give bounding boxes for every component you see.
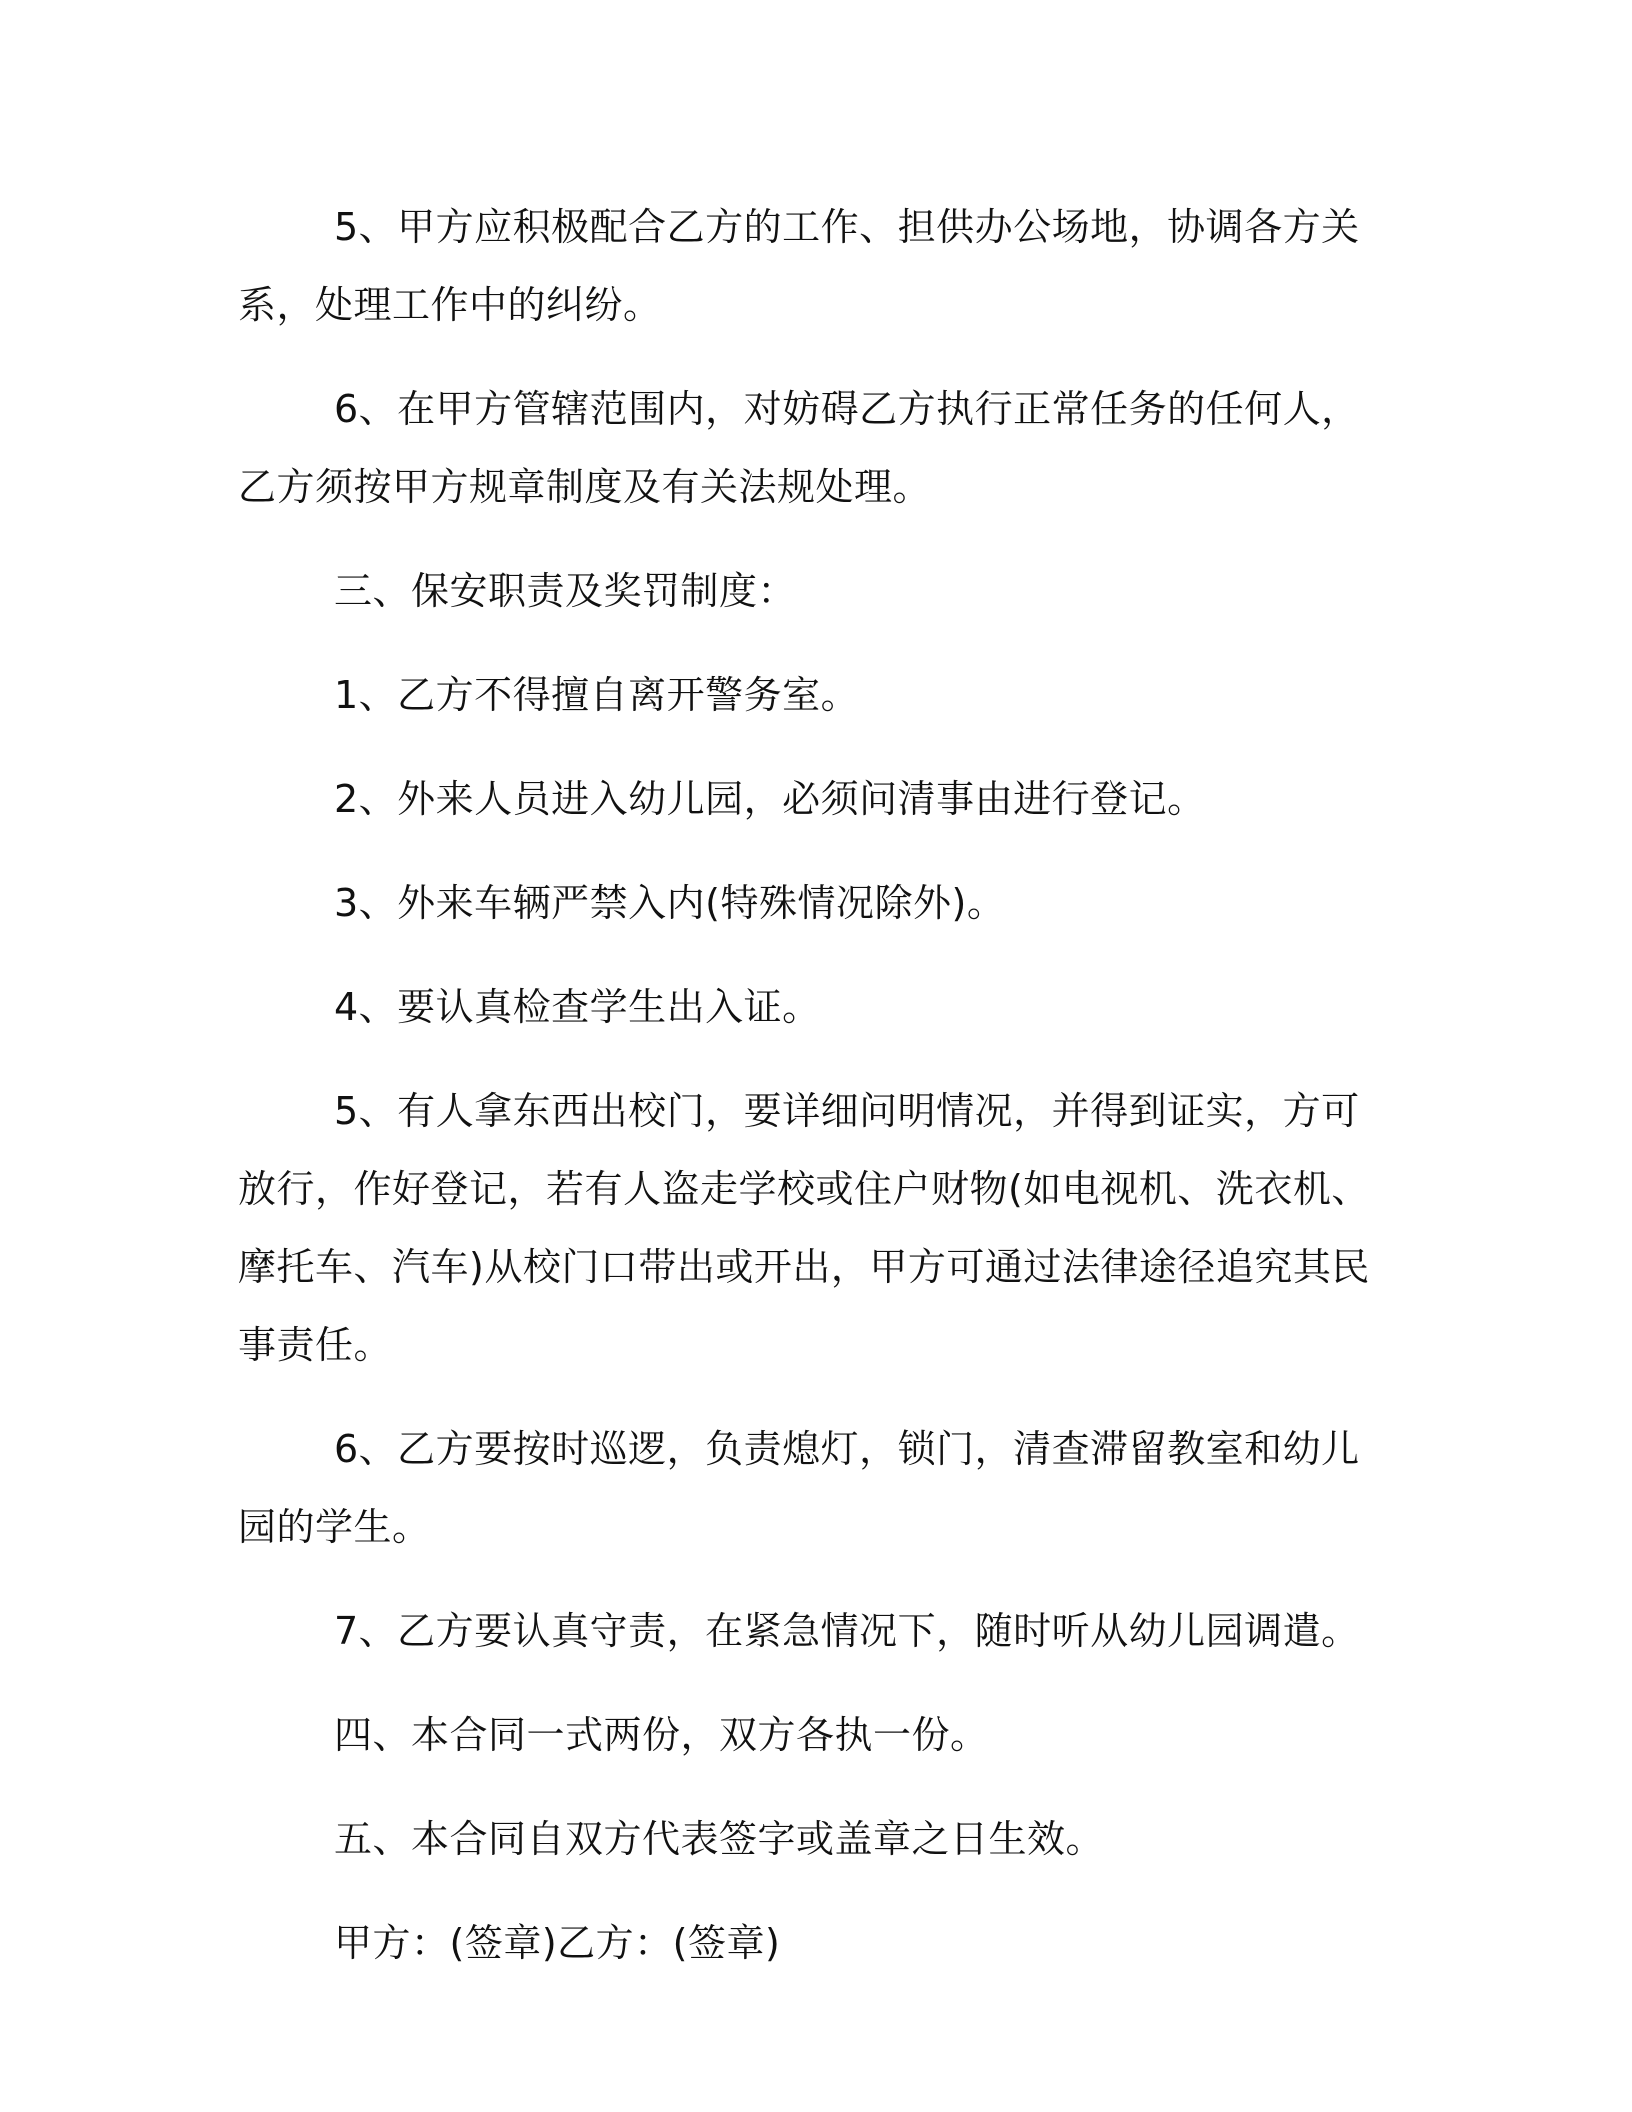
paragraph-clause-5-cooperation: 5、甲方应积极配合乙方的工作、担供办公场地，协调各方关系，处理工作中的纠纷。 bbox=[238, 205, 1360, 327]
paragraph-duty-2: 2、外来人员进入幼儿园，必须问清事由进行登记。 bbox=[334, 777, 1206, 821]
paragraph-duty-3: 3、外来车辆严禁入内(特殊情况除外)。 bbox=[334, 881, 1006, 925]
paragraph-duty-6: 6、乙方要按时巡逻，负责熄灯，锁门，清查滞留教室和幼儿园的学生。 bbox=[238, 1427, 1360, 1549]
paragraph-section-5-effective: 五、本合同自双方代表签字或盖章之日生效。 bbox=[334, 1817, 1105, 1861]
signature-line: 甲方：(签章)乙方：(签章) bbox=[334, 1921, 781, 1965]
paragraph-duty-7: 7、乙方要认真守责，在紧急情况下，随时听从幼儿园调遣。 bbox=[334, 1609, 1360, 1653]
paragraph-clause-6-jurisdiction: 6、在甲方管辖范围内，对妨碍乙方执行正常任务的任何人，乙方须按甲方规章制度及有关法规处理。 bbox=[238, 387, 1360, 509]
paragraph-duty-4: 4、要认真检查学生出入证。 bbox=[334, 985, 821, 1029]
paragraph-section-4-copies: 四、本合同一式两份，双方各执一份。 bbox=[334, 1713, 989, 1757]
paragraph-duty-5: 5、有人拿东西出校门，要详细问明情况，并得到证实，方可放行，作好登记，若有人盗走学校或住户财物(如电视机、洗衣机、摩托车、汽车)从校门口带出或开出，甲方可通过法律途径追究其民事责任。 bbox=[238, 1089, 1370, 1367]
paragraph-duty-1: 1、乙方不得擅自离开警务室。 bbox=[334, 673, 860, 717]
document-body bbox=[238, 188, 1398, 2008]
section-heading-security-duties: 三、保安职责及奖罚制度： bbox=[334, 569, 797, 613]
